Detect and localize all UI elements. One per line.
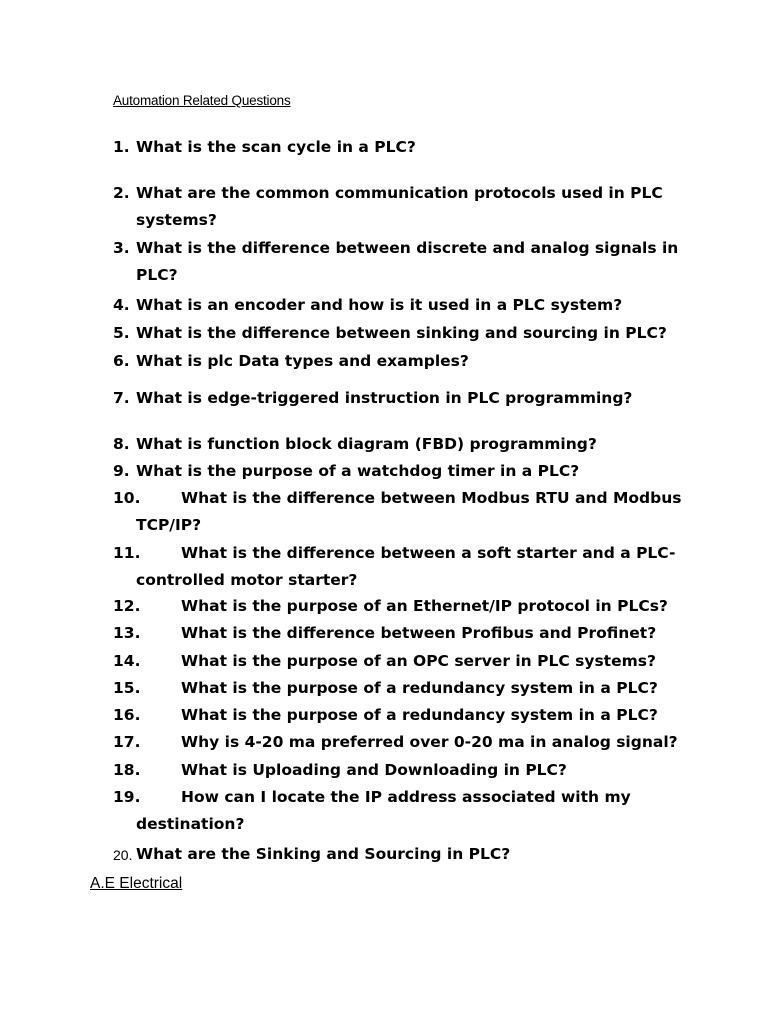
question-number: 18. — [113, 761, 141, 779]
question-text: What is function block diagram (FBD) programming? — [136, 435, 597, 453]
question-item — [0, 292, 768, 319]
question-text: destination? — [136, 815, 245, 833]
question-item — [0, 593, 768, 620]
question-number: 13. — [113, 624, 141, 642]
question-text: What is the purpose of an Ethernet/IP protocol in PLCs? — [181, 597, 668, 615]
question-item — [0, 757, 768, 784]
question-text: What is the difference between sinking and sourcing in PLC? — [136, 324, 667, 342]
question-item — [0, 385, 768, 412]
question-item — [0, 458, 768, 485]
question-text: What is plc Data types and examples? — [136, 352, 469, 370]
question-number: 11. — [113, 544, 141, 562]
question-text: Why is 4-20 ma preferred over 0-20 ma in analog signal? — [181, 733, 678, 751]
question-item — [0, 134, 768, 161]
question-text: How can I locate the IP address associated with my — [181, 788, 631, 806]
question-text: What is the purpose of a redundancy system in a PLC? — [181, 679, 658, 697]
question-item — [0, 841, 768, 868]
question-text: PLC? — [136, 266, 178, 284]
question-text: What is an encoder and how is it used in a PLC system? — [136, 296, 623, 314]
question-item — [0, 702, 768, 729]
question-text: What are the common communication protocols used in PLC — [136, 184, 663, 202]
question-number: 19. — [113, 788, 141, 806]
question-text: What is the difference between Modbus RTU and Modbus — [181, 489, 682, 507]
question-text: What is the difference between Profibus and Profinet? — [181, 624, 657, 642]
question-number: 3. — [113, 239, 130, 257]
question-item — [0, 648, 768, 675]
question-item — [0, 348, 768, 375]
question-number: 9. — [113, 462, 130, 480]
question-text: controlled motor starter? — [136, 571, 358, 589]
question-item — [0, 540, 768, 594]
question-item — [0, 485, 768, 539]
question-number: 2. — [113, 184, 130, 202]
question-number: 1. — [113, 138, 130, 156]
question-number: 16. — [113, 706, 141, 724]
question-text: What is the scan cycle in a PLC? — [136, 138, 416, 156]
question-number: 20. — [113, 847, 133, 863]
question-text: What is the purpose of a watchdog timer in a PLC? — [136, 462, 580, 480]
footer-heading: A.E Electrical — [90, 875, 183, 892]
question-item — [0, 620, 768, 647]
question-text: What is Uploading and Downloading in PLC? — [181, 761, 567, 779]
question-number: 5. — [113, 324, 130, 342]
question-number: 7. — [113, 389, 130, 407]
question-number: 4. — [113, 296, 130, 314]
question-text: What is edge-triggered instruction in PLC programming? — [136, 389, 633, 407]
question-number: 14. — [113, 652, 141, 670]
question-number: 12. — [113, 597, 141, 615]
question-text: What is the purpose of a redundancy system in a PLC? — [181, 706, 658, 724]
question-text: TCP/IP? — [136, 516, 202, 534]
question-number: 8. — [113, 435, 130, 453]
question-number: 6. — [113, 352, 130, 370]
question-number: 10. — [113, 489, 141, 507]
question-number: 15. — [113, 679, 141, 697]
question-text: What is the difference between discrete and analog signals in — [136, 239, 679, 257]
question-item — [0, 431, 768, 458]
question-item — [0, 180, 768, 234]
question-number: 17. — [113, 733, 141, 751]
question-text: systems? — [136, 211, 217, 229]
question-text: What is the purpose of an OPC server in PLC systems? — [181, 652, 656, 670]
question-item — [0, 784, 768, 838]
question-text: What is the difference between a soft starter and a PLC- — [181, 544, 676, 562]
question-item — [0, 235, 768, 289]
section-heading: Automation Related Questions — [113, 93, 291, 108]
question-item — [0, 320, 768, 347]
question-item — [0, 675, 768, 702]
question-item — [0, 729, 768, 756]
question-text: What are the Sinking and Sourcing in PLC? — [136, 845, 511, 863]
